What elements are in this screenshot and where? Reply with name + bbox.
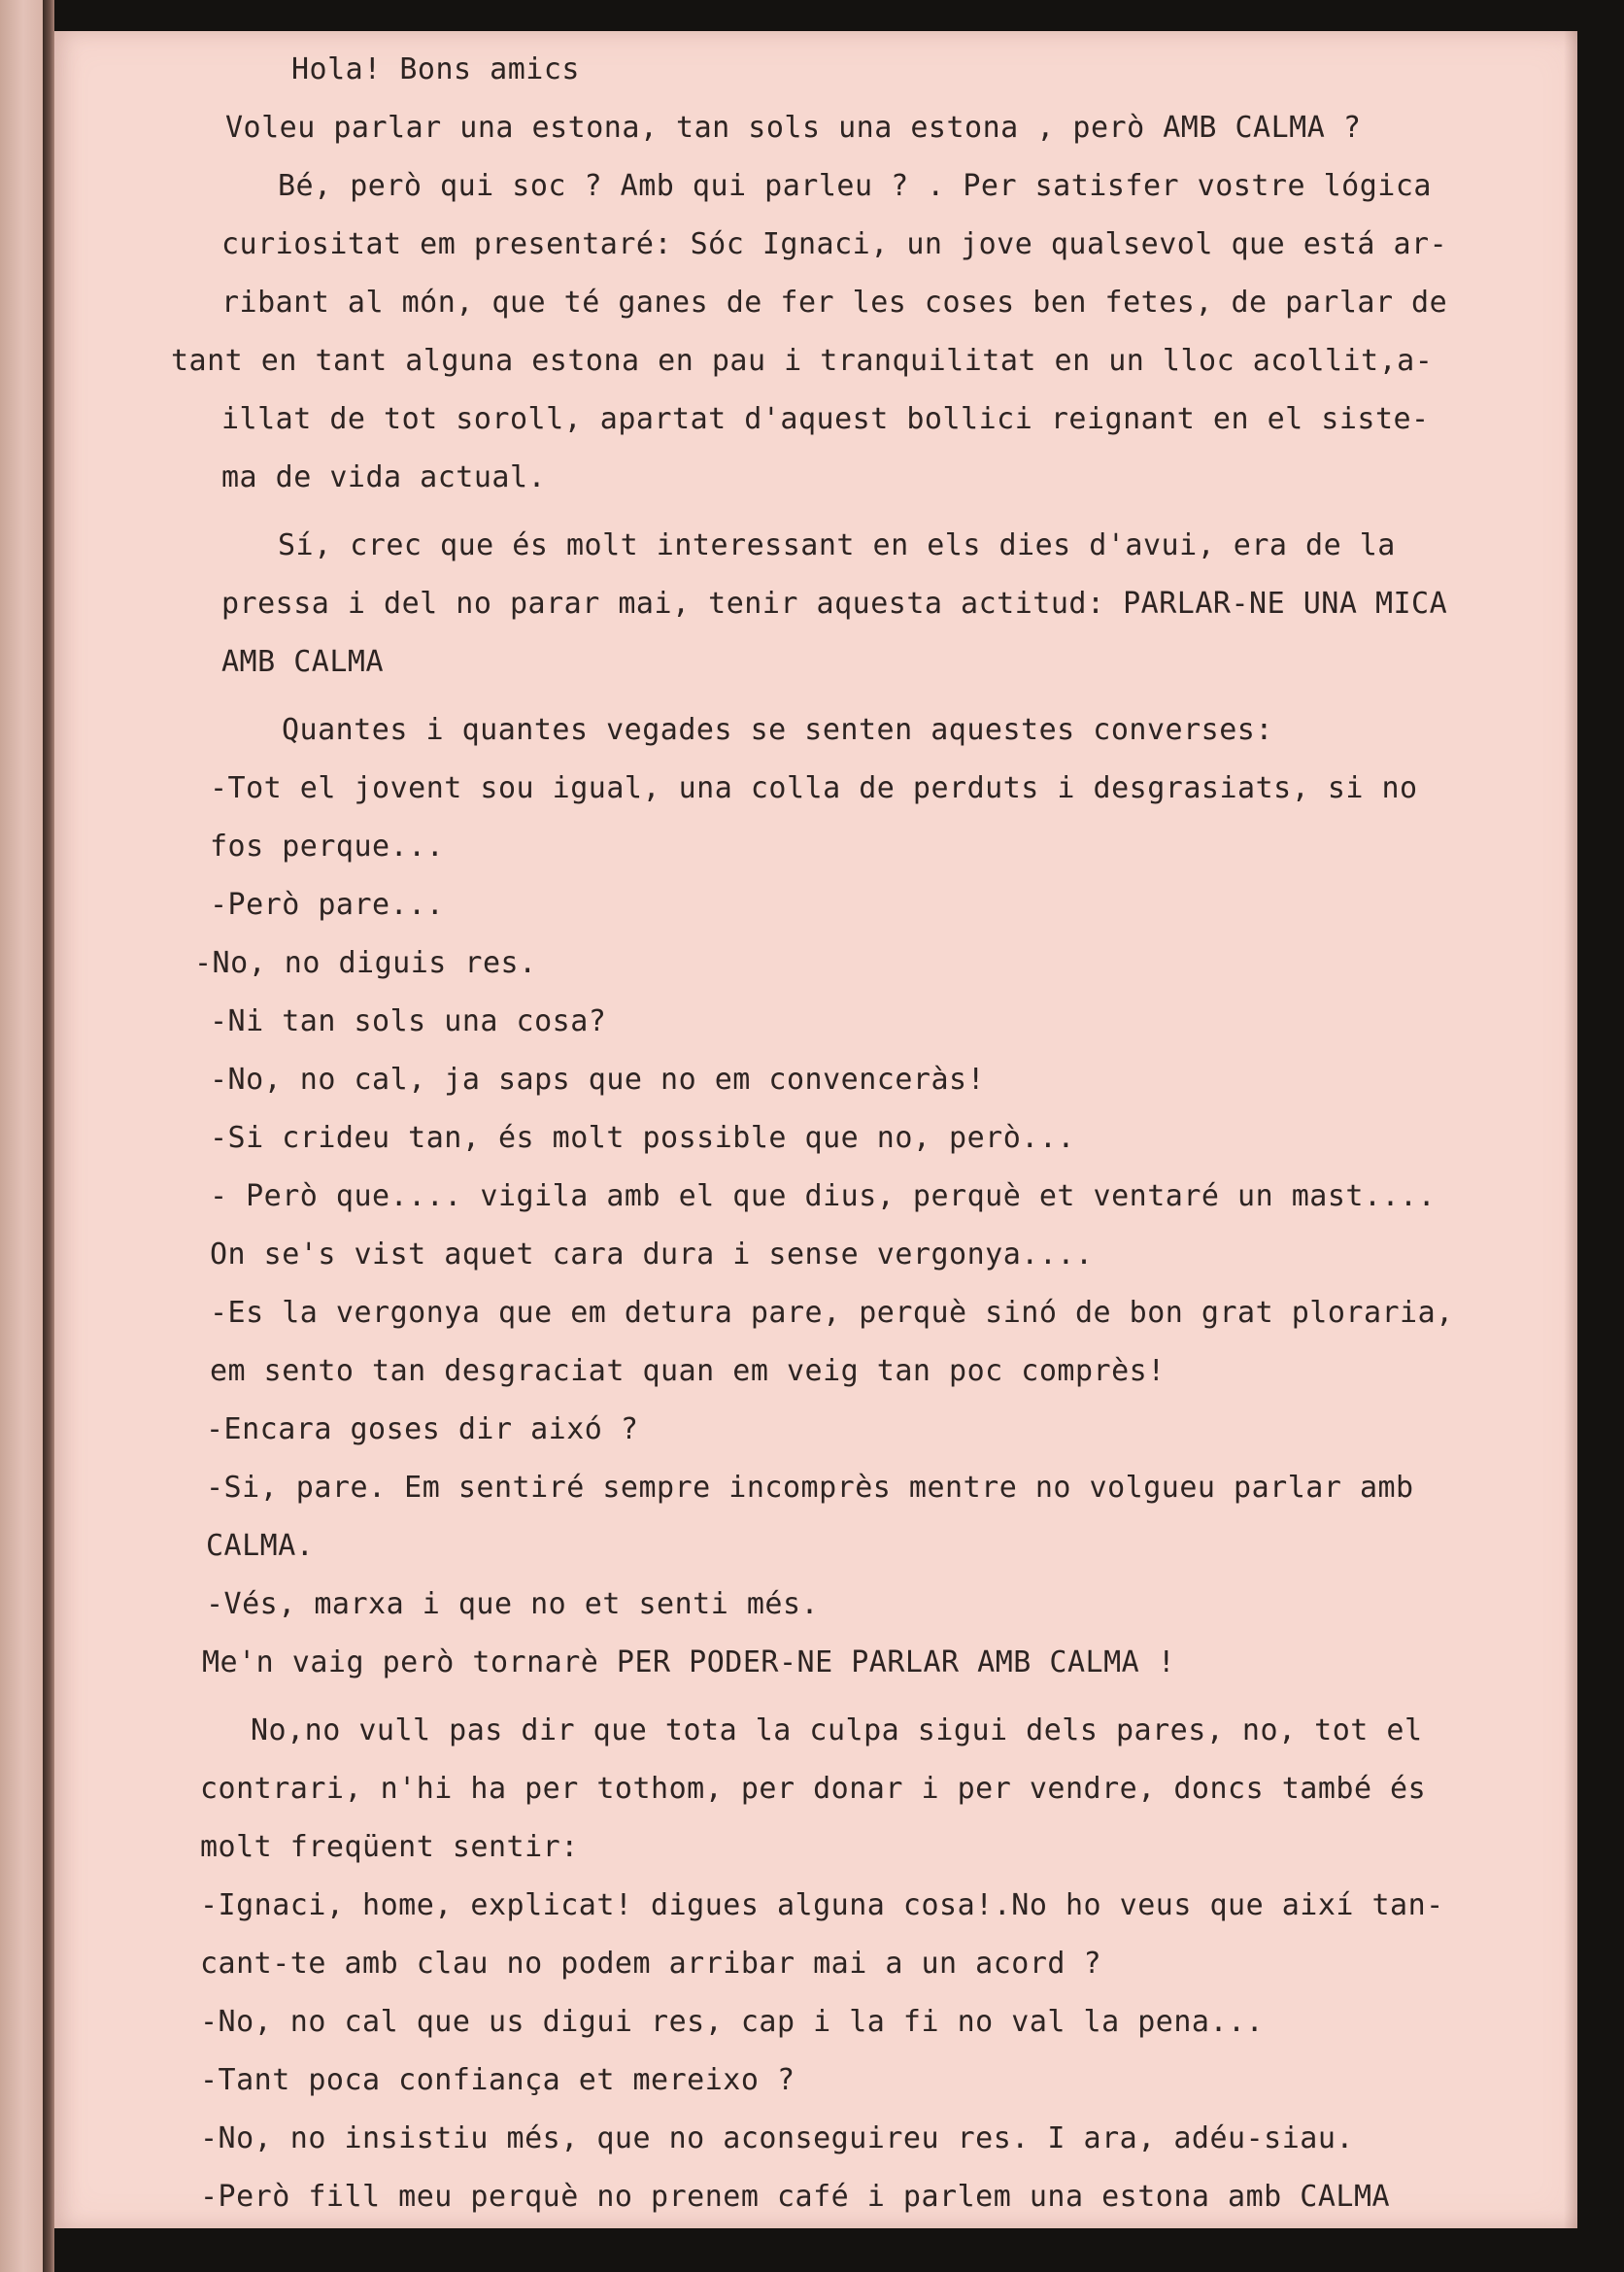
text-line: curiositat em presentaré: Sóc Ignaci, un jove qualsevol que está ar- — [221, 227, 1448, 261]
text-line: On se's vist aquet cara dura i sense vergonya.... — [210, 1238, 1094, 1272]
text-line: fos perque... — [210, 830, 445, 864]
text-line: -Ignaci, home, explicat! digues alguna cosa!.No ho veus que així tan- — [200, 1888, 1444, 1922]
book-gutter — [43, 0, 54, 2272]
text-line: Me'n vaig però tornarè PER PODER-NE PARLAR AMB CALMA ! — [202, 1645, 1176, 1679]
text-line: -Ni tan sols una cosa? — [210, 1004, 607, 1038]
text-line: -No, no insistiu més, que no aconseguireu res. I ara, adéu-siau. — [200, 2121, 1354, 2155]
text-line: tant en tant alguna estona en pau i tranquilitat en un lloc acollit,a- — [171, 344, 1434, 378]
text-line: Quantes i quantes vegades se senten aquestes converses: — [282, 713, 1273, 747]
text-line: - Però que.... vigila amb el que dius, perquè et ventaré un mast.... — [210, 1179, 1437, 1213]
text-line: Voleu parlar una estona, tan sols una estona , però AMB CALMA ? — [225, 111, 1362, 145]
text-line: Sí, crec que és molt interessant en els dies d'avui, era de la — [278, 528, 1396, 562]
text-line: -Però fill meu perquè no prenem café i parlem una estona amb CALMA — [200, 2180, 1391, 2214]
text-line: ma de vida actual. — [221, 460, 547, 494]
text-line: ribant al món, que té ganes de fer les coses ben fetes, de parlar de — [221, 286, 1448, 320]
text-line: pressa i del no parar mai, tenir aquesta actitud: PARLAR-NE UNA MICA — [221, 587, 1448, 621]
text-line: Bé, però qui soc ? Amb qui parleu ? . Per satisfer vostre lógica — [278, 169, 1432, 203]
text-line: -Si, pare. Em sentiré sempre incomprès mentre no volgueu parlar amb — [206, 1471, 1414, 1505]
text-line: Hola! Bons amics — [291, 52, 580, 86]
text-line: molt freqüent sentir: — [200, 1830, 579, 1864]
text-line: -No, no diguis res. — [194, 946, 537, 980]
text-line: em sento tan desgraciat quan em veig tan poc comprès! — [210, 1354, 1166, 1388]
text-line: illat de tot soroll, apartat d'aquest bollici reignant en el siste- — [221, 402, 1430, 436]
text-line: -Vés, marxa i que no et senti més. — [206, 1587, 820, 1621]
text-line: -Tot el jovent sou igual, una colla de perduts i desgrasiats, si no — [210, 771, 1418, 805]
text-line: -Tant poca confiança et mereixo ? — [200, 2063, 795, 2097]
text-line: -Encara goses dir aixó ? — [206, 1412, 639, 1446]
text-line: -Es la vergonya que em detura pare, perquè sinó de bon grat ploraria, — [210, 1296, 1454, 1330]
text-line: -No, no cal, ja saps que no em convenceràs! — [210, 1063, 986, 1097]
text-line: contrari, n'hi ha per tothom, per donar i per vendre, doncs també és — [200, 1772, 1427, 1806]
paper-right-edge — [1564, 31, 1577, 2228]
text-line: -Però pare... — [210, 888, 445, 922]
text-line: -Si crideu tan, és molt possible que no, però... — [210, 1121, 1075, 1155]
text-line: CALMA. — [206, 1529, 315, 1563]
facing-page-edge — [0, 0, 43, 2272]
text-line: AMB CALMA — [221, 645, 385, 679]
text-line: No,no vull pas dir que tota la culpa sigui dels pares, no, tot el — [251, 1713, 1423, 1747]
text-line: cant-te amb clau no podem arribar mai a un acord ? — [200, 1947, 1102, 1981]
text-line: -No, no cal que us digui res, cap i la fi no val la pena... — [200, 2005, 1265, 2039]
